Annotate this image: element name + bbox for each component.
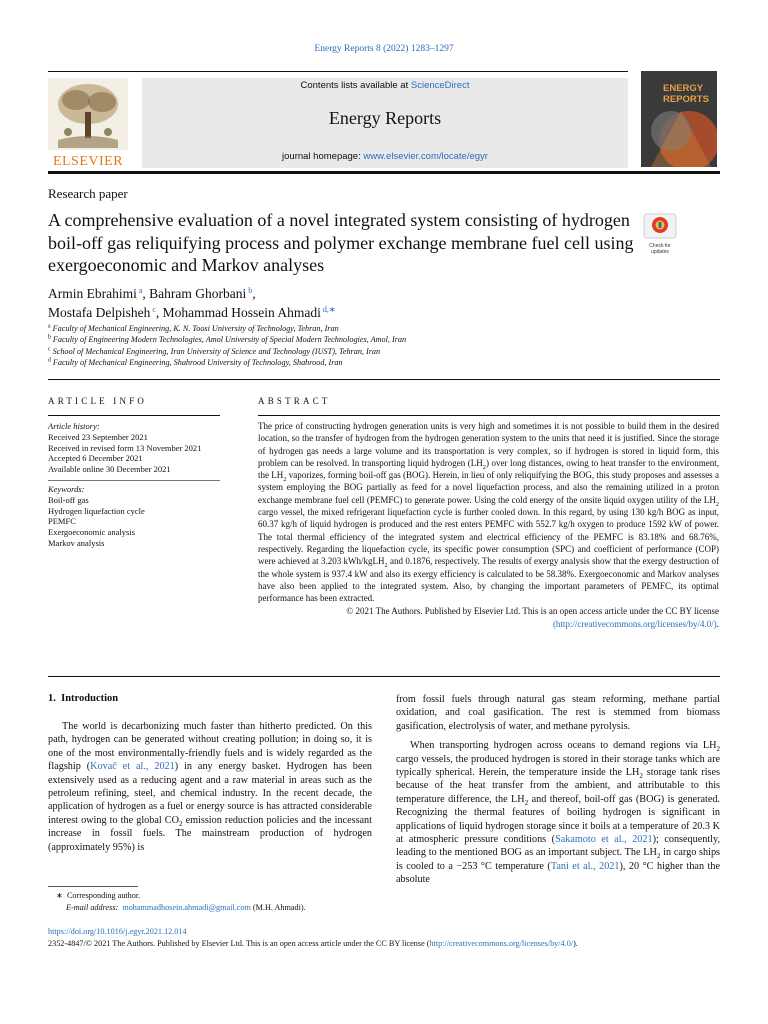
affiliation-mark: a — [48, 323, 51, 330]
article-info-rule — [48, 415, 220, 416]
sciencedirect-link[interactable]: ScienceDirect — [410, 80, 470, 91]
footnote-rule — [48, 886, 138, 887]
intro-left-column — [48, 720, 372, 854]
homepage-prefix: journal homepage: — [282, 151, 364, 162]
body-text: When transporting hydrogen across oceans to demand regions via LH — [410, 740, 717, 752]
affiliation-item — [48, 357, 648, 368]
abstract-text: The price of constructing hydrogen generation units is very high and sometimes it is not possible to build them in the desired location, so the transfer of hydrogen from the hydrogen generation system to the units that need it is justified. Since the storage of hydrogen gas needs a large volume and its transportation is very complex, so if hydrogen is stored in liquid form, this problem can be resolved. In transporting liquid hydrogen (LH — [258, 421, 719, 468]
affiliation-list — [48, 323, 648, 369]
homepage-link[interactable]: www.elsevier.com/locate/egyr — [363, 151, 488, 162]
paragraph — [396, 693, 720, 733]
abstract-body — [258, 420, 719, 630]
email-note — [56, 902, 376, 914]
subscript: 2 — [384, 562, 388, 570]
article-info-heading: ARTICLE INFO — [48, 396, 148, 406]
history-item: Accepted 6 December 2021 — [48, 453, 143, 464]
affiliation-item — [48, 346, 648, 357]
footer-license-link[interactable]: http://creativecommons.org/licenses/by/4.0/ — [429, 939, 574, 948]
footnote-star: ∗ — [56, 891, 63, 900]
body-text: storage tank rises because of the heat transfer from the ambient, and attributable to this temperature difference, the LH — [396, 767, 720, 805]
affiliation-text: Faculty of Mechanical Engineering, K. N. Toosi University of Technology, Tehran, Iran — [52, 324, 339, 333]
subscript: 2 — [178, 819, 183, 828]
footnote-text: Corresponding author. — [66, 891, 141, 900]
info-top-rule — [48, 379, 720, 380]
keyword-item: Boil-off gas — [48, 494, 89, 505]
badge-label-line1: Check for — [649, 243, 671, 249]
abstract-text: and 0.1876, respectively. The results of exergy analysis show that the exergy destruction of the whole system is 937.4 kW and also its exergy efficiency is calculated to be 58.38%. Exergoeconomic and Markov analyses have also been applied to the integrated system. Also, by changing the important parameters of PEMFC, its optimal performance has been extracted. — [258, 556, 719, 604]
keywords-label: Keywords: — [48, 484, 85, 494]
badge-label — [643, 243, 677, 255]
intro-right-column — [396, 693, 720, 887]
abstract-text: vaporizes, forming boil-off gas (BOG). Herein, in lieu of only reliquifying the BOG, this study proposes and assesses a system employing the BOG partially as feed for a novel liquefaction process, and also the remaining utilized in a proton exchange membrane fuel cell (PEMFC) to generate power. Using the cold energy of the onsite liquid oxygen utility of the LH — [258, 470, 719, 505]
history-label: Article history: — [48, 421, 100, 431]
body-text: from fossil fuels through natural gas steam reforming, methane partial oxidation, and coal gasification. The rest is stemmed from biomass gasification, electrolysis of water, and methane pyrolysis. — [396, 694, 720, 732]
subscript: 2 — [283, 475, 287, 483]
article-history — [48, 421, 228, 475]
keyword-item: Markov analysis — [48, 537, 105, 548]
journal-homepage — [142, 151, 628, 162]
history-item: Available online 30 December 2021 — [48, 464, 171, 475]
subscript: 2 — [715, 500, 719, 508]
author-separator: , — [252, 286, 256, 301]
email-link[interactable]: mohammadhosein.ahmadi@gmail.com — [122, 903, 251, 912]
body-text: ) in any energy basket. Hydrogen has been extensively used as a reducing agent and a raw material in areas such as the petroleum refining, steel, and chemical industry. In the recent decade, the application of hydrogen as a fuel or energy source is has attracted considerable interest owing to the global CO — [48, 761, 372, 826]
keyword-item: Exergoeconomic analysis — [48, 527, 135, 538]
author-affiliation-mark[interactable]: c — [152, 304, 156, 314]
doi-link[interactable]: https://doi.org/10.1016/j.egyr.2021.12.014 — [48, 927, 187, 936]
section-heading — [48, 693, 118, 704]
author-separator: , — [155, 305, 163, 320]
subscript: 2 — [716, 745, 720, 754]
citation-link[interactable]: Kovač et al., 2021 — [90, 761, 175, 773]
license-end: . — [716, 618, 719, 629]
abstract-rule — [258, 415, 720, 416]
paper-type: Research paper — [48, 186, 128, 201]
copyright-text: © 2021 The Authors. Published by Elsevier Ltd. This is an open access article under the CC BY license — [346, 606, 719, 617]
copyright-notice — [258, 605, 719, 630]
author-affiliation-mark[interactable]: a — [138, 285, 143, 295]
issn-text: 2352-4847/© 2021 The Authors. Published by Elsevier Ltd. This is an open access article under the CC BY license ( — [48, 939, 430, 948]
cover-title-line2: REPORTS — [663, 94, 709, 105]
elsevier-logo — [48, 78, 128, 169]
paragraph — [48, 720, 372, 854]
corresponding-note — [56, 890, 376, 902]
author-name[interactable]: Armin Ebrahimi — [48, 286, 137, 301]
history-item: Received in revised form 13 November 2021 — [48, 442, 202, 453]
body-text: ); consequently, leading to the mentioned BOG as an important subject. The LH — [396, 834, 720, 859]
author-name[interactable]: Bahram Ghorbani — [149, 286, 247, 301]
section-number: 1. — [48, 693, 56, 704]
author-separator: , — [142, 286, 150, 301]
badge-label-line2: updates — [651, 249, 669, 255]
citation-link[interactable]: Tani et al., 2021 — [550, 860, 620, 872]
abstract-text: cargo vessel, the mixed refrigerant liquefaction cycle is further cooled down. In this regard, by using 130 kg/h BOG as input, 60.37 kg/h of liquid hydrogen is produced and the rest enters PEMFC with 552.7 kg/h oxygen to produce 1592 kW of power. The total thermal efficiency of the integrated system and electrical efficiency of the PEMFC is 83.18% and 68.76%, respectively. Regarding the liquefaction cycle, its specific power consumption (SPC) and coefficient of performance (COP) were achieved at 3.203 kWh/kgLH — [258, 507, 719, 567]
journal-cover[interactable] — [641, 71, 717, 167]
elsevier-wordmark: ELSEVIER — [52, 154, 124, 169]
section-title: Introduction — [61, 693, 119, 704]
masthead-top-rule — [48, 71, 628, 72]
paragraph — [396, 739, 720, 886]
footer-license-end: ). — [573, 939, 578, 948]
check-for-updates-badge[interactable] — [643, 213, 677, 255]
license-link[interactable]: (http://creativecommons.org/licenses/by/4.0/) — [552, 618, 717, 629]
affiliation-mark: b — [48, 334, 51, 341]
body-text: cargo vessels, the produced hydrogen is stored in their storage tanks which are typically spherical. Herein, the temperature inside the LH — [396, 753, 720, 779]
journal-title: Energy Reports — [328, 108, 442, 128]
subscript: 2 — [639, 772, 643, 781]
check-updates-icon — [643, 213, 677, 239]
subscript: 2 — [524, 798, 529, 807]
contents-prefix: Contents lists available at — [300, 80, 411, 91]
abstract-heading: ABSTRACT — [258, 396, 331, 406]
affiliation-item — [48, 323, 648, 334]
affiliation-item — [48, 334, 648, 345]
article-title: A comprehensive evaluation of a novel integrated system consisting of hydrogen boil-off gas reliquifying process and polymer exchange membrane fuel cell using exergoeconomic and Markov analyses — [48, 210, 634, 275]
journal-citation[interactable]: Energy Reports 8 (2022) 1283–1297 — [314, 44, 454, 54]
author-affiliation-mark[interactable]: b — [248, 285, 253, 295]
masthead-bottom-rule — [48, 171, 720, 174]
body-text: in cargo ships is cooled to a −253 °C temperature ( — [396, 847, 721, 872]
affiliation-text: Faculty of Mechanical Engineering, Shahrood University of Technology, Shahrood, Iran — [52, 358, 343, 368]
body-top-rule — [48, 676, 720, 677]
tree-icon — [48, 78, 128, 150]
author-name[interactable]: Mohammad Hossein Ahmadi — [162, 305, 321, 320]
body-text: ), 20 °C higher than the absolute — [396, 860, 720, 886]
affiliation-mark: c — [48, 346, 51, 353]
affiliation-text: School of Mechanical Engineering, Iran University of Science and Technology (IUST), Tehran, Iran — [52, 346, 381, 356]
author-name[interactable]: Mostafa Delpisheh — [48, 305, 151, 320]
history-item: Received 23 September 2021 — [48, 431, 148, 442]
author-list — [48, 284, 608, 322]
page-footer — [48, 926, 728, 950]
keyword-list — [48, 484, 228, 549]
body-text: The world is decarbonizing much faster than hitherto predicted. On this path, hydrogen can be generated without creating pollution; in doing so, it is one of the most environmentally-friendly fuels and is widely regarded as the flagship ( — [48, 721, 372, 773]
body-text: and thereof, boil-off gas (BOG) is generated. Recognizing the thermal features of boiling hydrogen is significant in applications of liquid hydrogen storage since it boils at a temperature of 20.3 K at atmospheric pressure conditions ( — [396, 793, 720, 846]
author-affiliation-mark[interactable]: d,∗ — [322, 304, 336, 314]
subscript: 2 — [656, 852, 661, 861]
footnote — [56, 890, 376, 914]
affiliation-text: Faculty of Engineering Modern Technologies, Amol University of Special Modern Technologies, Amol, Iran — [52, 335, 407, 345]
keyword-item: PEMFC — [48, 516, 76, 527]
body-text: emission reduction policies and the incessant increase in fossil fuels. The mainstream production of hydrogen (approximately 95%) is — [48, 814, 372, 853]
issn-line — [48, 938, 728, 950]
abstract-text: ) over long distances, owing to heat transfer to the environment, the LH — [258, 457, 720, 481]
citation-link[interactable]: Sakamoto et al., 2021 — [555, 834, 653, 846]
email-label: E-mail address: — [66, 903, 119, 912]
keywords-rule — [48, 480, 220, 481]
keyword-item: Hydrogen liquefaction cycle — [48, 505, 145, 516]
email-owner: (M.H. Ahmadi). — [252, 903, 306, 912]
contents-line — [142, 80, 628, 91]
subscript: 2 — [482, 463, 486, 471]
cover-title — [663, 83, 709, 105]
affiliation-mark: d — [48, 357, 51, 364]
cover-title-line1: ENERGY — [663, 83, 704, 94]
